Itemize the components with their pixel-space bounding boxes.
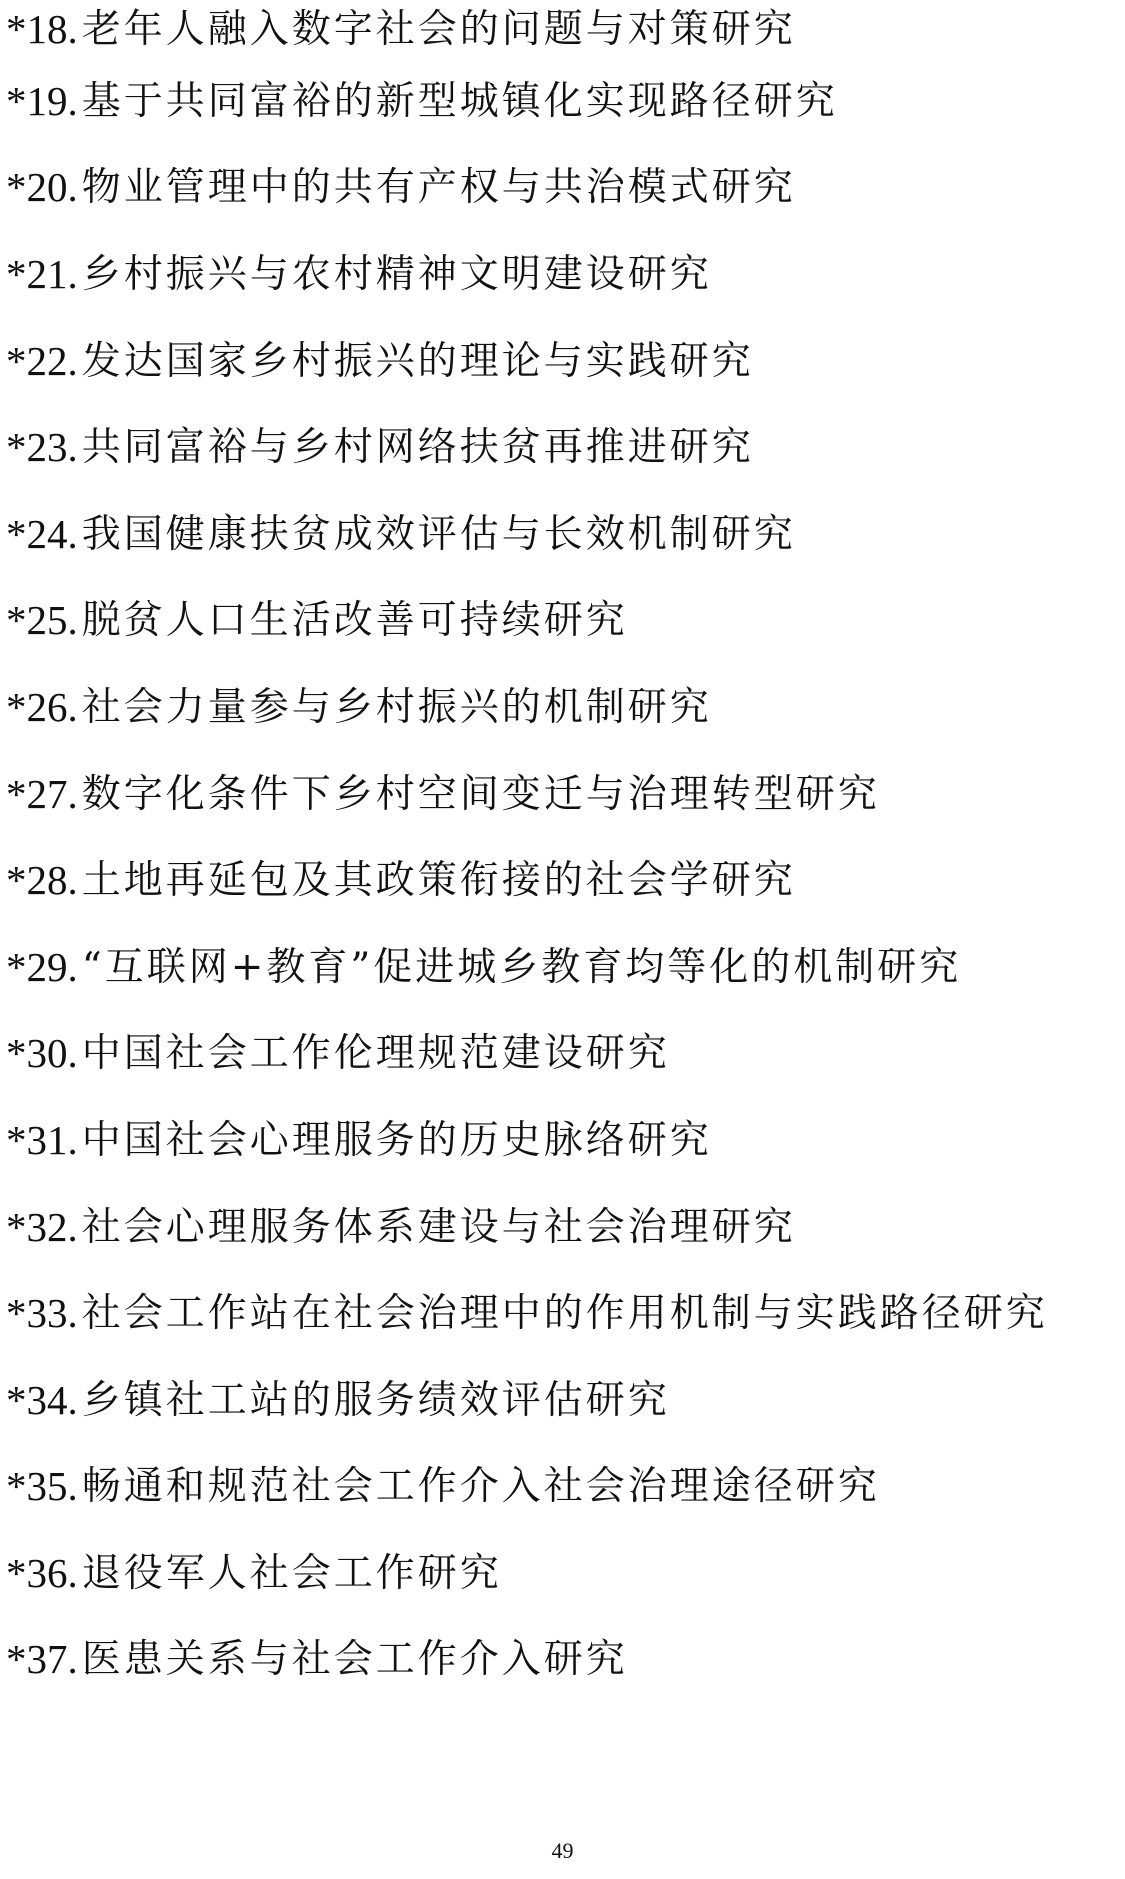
- topic-title: 社会力量参与乡村振兴的机制研究: [81, 684, 712, 730]
- topic-number: *19.: [6, 77, 78, 124]
- topic-number: *28.: [6, 857, 78, 904]
- topic-number: *25.: [6, 597, 78, 644]
- list-item: [6, 0, 1121, 58]
- topic-title: 土地再延包及其政策衔接的社会学研究: [81, 858, 796, 904]
- topic-number: *20.: [6, 164, 78, 211]
- topic-title: 畅通和规范社会工作介入社会治理途径研究: [81, 1464, 880, 1510]
- topic-title: 我国健康扶贫成效评估与长效机制研究: [81, 511, 796, 557]
- list-item: [6, 1184, 1121, 1271]
- list-item: [6, 1357, 1121, 1444]
- list-item: [6, 751, 1121, 838]
- topic-title: 中国社会心理服务的历史脉络研究: [81, 1117, 712, 1163]
- list-item: [6, 1444, 1121, 1531]
- list-item: [6, 578, 1121, 665]
- topic-title: “互联网+教育”促进城乡教育均等化的机制研究: [81, 944, 962, 990]
- topic-number: *30.: [6, 1030, 78, 1077]
- topic-title: 数字化条件下乡村空间变迁与治理转型研究: [81, 771, 880, 817]
- topic-title: 共同富裕与乡村网络扶贫再推进研究: [81, 425, 754, 471]
- topic-number: *36.: [6, 1549, 78, 1596]
- topic-number: *18.: [6, 5, 78, 52]
- list-item: [6, 1097, 1121, 1184]
- topic-title: 乡村振兴与农村精神文明建设研究: [81, 251, 712, 297]
- topic-title: 乡镇社工站的服务绩效评估研究: [81, 1377, 670, 1423]
- topic-number: *22.: [6, 337, 78, 384]
- list-item: [6, 491, 1121, 578]
- topic-number: *31.: [6, 1116, 78, 1163]
- list-item: [6, 404, 1121, 491]
- list-item: [6, 145, 1121, 232]
- page-number: 49: [551, 1838, 574, 1863]
- topic-title: 退役军人社会工作研究: [81, 1550, 502, 1596]
- list-item: [6, 924, 1121, 1011]
- topic-number: *34.: [6, 1376, 78, 1423]
- topic-number: *23.: [6, 424, 78, 471]
- topic-title: 医患关系与社会工作介入研究: [81, 1637, 628, 1683]
- list-item: [6, 837, 1121, 924]
- topic-number: *37.: [6, 1636, 78, 1683]
- topic-title: 脱贫人口生活改善可持续研究: [81, 598, 628, 644]
- topic-number: *27.: [6, 770, 78, 817]
- research-topic-list: [6, 0, 1121, 1703]
- topic-number: *35.: [6, 1463, 78, 1510]
- topic-number: *26.: [6, 683, 78, 730]
- topic-title: 社会心理服务体系建设与社会治理研究: [81, 1204, 796, 1250]
- list-item: [6, 58, 1121, 145]
- list-item: [6, 664, 1121, 751]
- list-item: [6, 318, 1121, 405]
- list-item: [6, 231, 1121, 318]
- topic-title: 发达国家乡村振兴的理论与实践研究: [81, 338, 754, 384]
- topic-title: 物业管理中的共有产权与共治模式研究: [81, 165, 796, 211]
- list-item: [6, 1617, 1121, 1704]
- topic-title: 中国社会工作伦理规范建设研究: [81, 1031, 670, 1077]
- list-item: [6, 1270, 1121, 1357]
- topic-number: *32.: [6, 1203, 78, 1250]
- topic-number: *33.: [6, 1290, 78, 1337]
- list-item: [6, 1530, 1121, 1617]
- topic-number: *29.: [6, 943, 78, 990]
- topic-number: *21.: [6, 250, 78, 297]
- topic-number: *24.: [6, 510, 78, 557]
- topic-title: 老年人融入数字社会的问题与对策研究: [81, 6, 796, 52]
- list-item: [6, 1011, 1121, 1098]
- topic-title: 社会工作站在社会治理中的作用机制与实践路径研究: [81, 1291, 1048, 1337]
- topic-title: 基于共同富裕的新型城镇化实现路径研究: [81, 78, 838, 124]
